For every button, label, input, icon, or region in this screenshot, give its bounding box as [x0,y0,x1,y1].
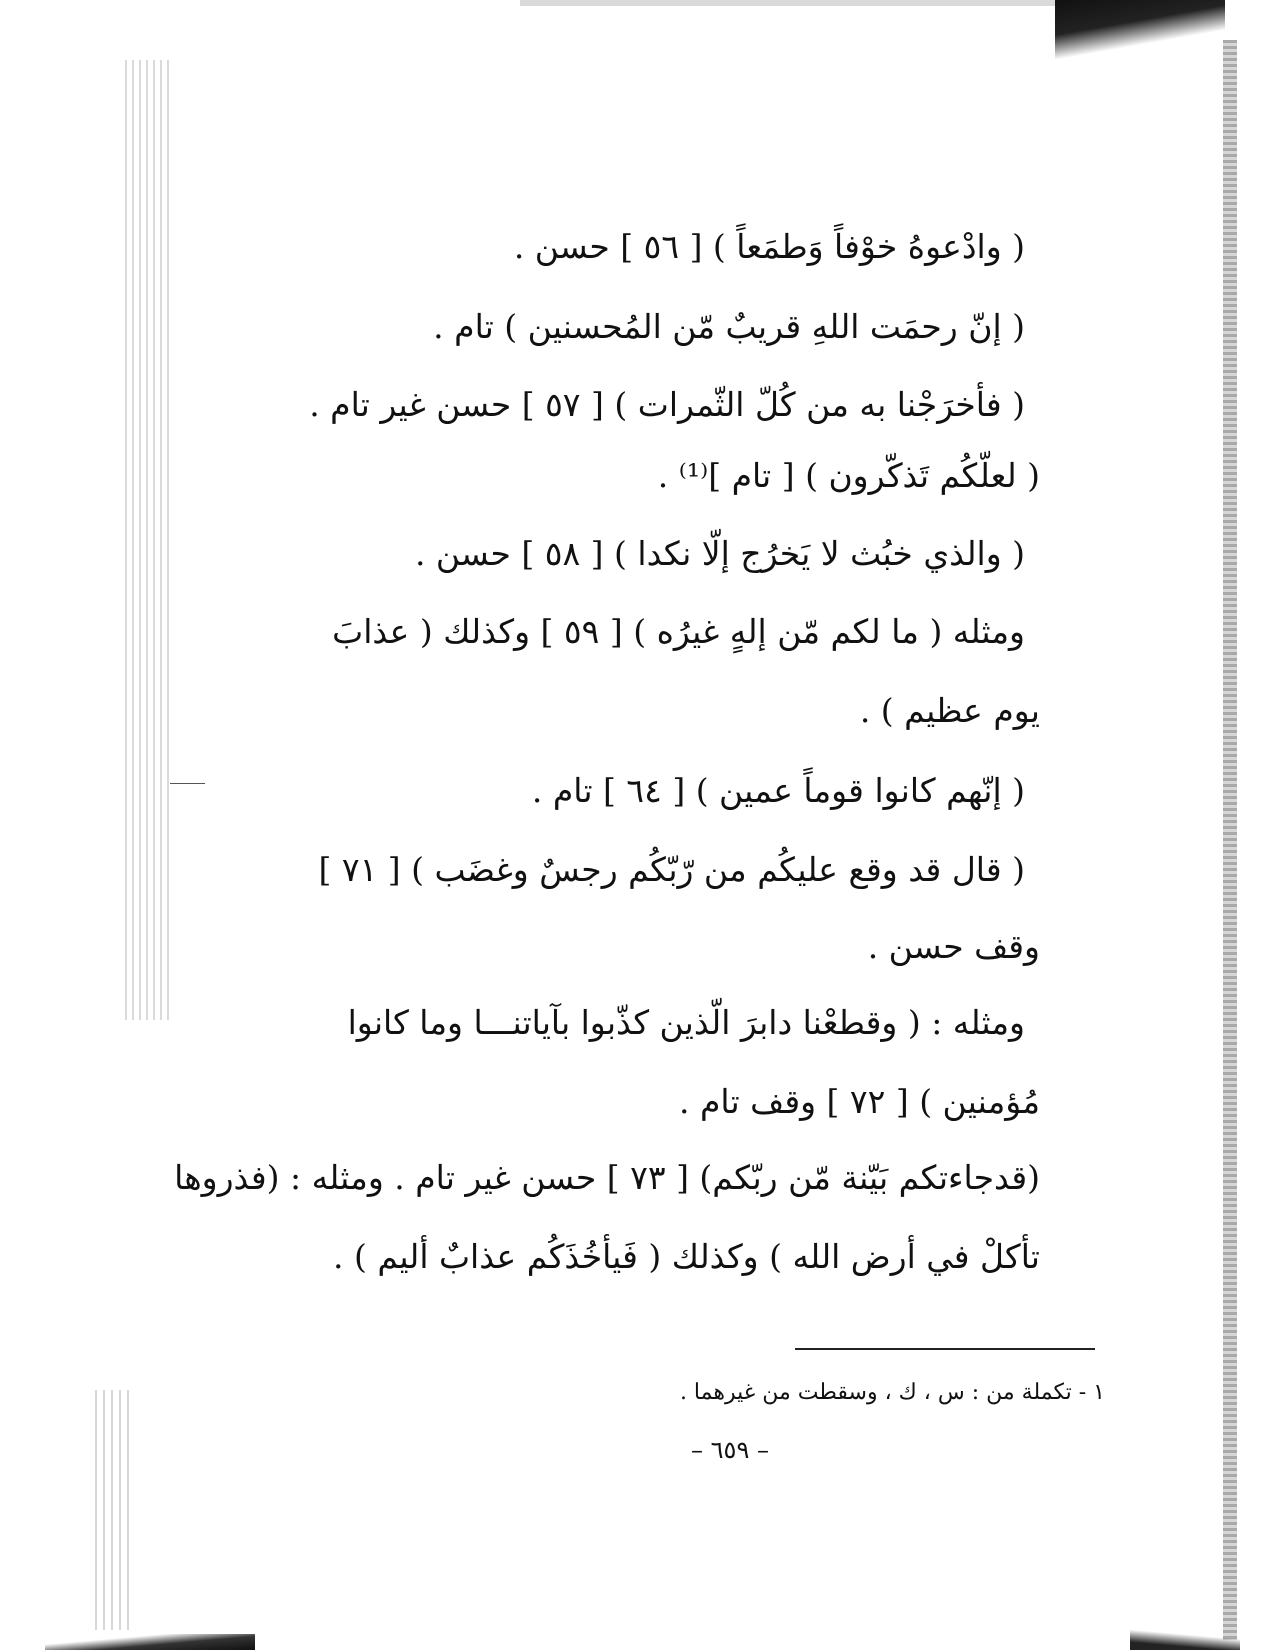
scan-mark [170,783,205,784]
text-line: مُؤمنين ) [ ٧٢ ] وقف تام . [679,1082,1040,1121]
text-line: ( وادْعوهُ خوْفاً وَطمَعاً ) [ ٥٦ ] حسن . [513,227,1025,266]
text-line: ( لعلّكُم تَذكّرون ) [ تام ]⁽¹⁾ . [657,456,1040,495]
text-line: يوم عظيم ) . [859,691,1040,730]
scan-shadow-bottom-left [45,1634,255,1650]
scan-shadow-bottom-right [1130,1628,1240,1650]
scan-bleed-left-lower [95,1390,130,1630]
scan-shadow-corner [1055,0,1225,70]
footnote: ١ - تكملة من : س ، ك ، وسقطت من غيرهما . [679,1380,1105,1405]
text-line: ( والذي خبُث لا يَخرُج إلّا نكدا ) [ ٥٨ ] حسن . [414,534,1025,573]
text-line: ومثله ( ما لكم مّن إلهٍ غيرُه ) [ ٥٩ ] وكذلك ( عذابَ [332,612,1025,651]
page-number: – ٦٥٩ – [691,1436,769,1464]
text-line: وقف حسن . [867,927,1040,966]
text-line: ( إنّهم كانوا قوماً عمين ) [ ٦٤ ] تام . [531,771,1025,810]
text-line: ( قال قد وقع عليكُم من رّبّكُم رجسٌ وغضَب ) [ ٧١ ] [318,850,1025,889]
footnote-divider [795,1348,1095,1350]
text-line: تأكلْ في أرض الله ) وكذلك ( فَيأخُذَكُم عذابٌ أليم ) . [333,1237,1040,1276]
text-line: ( إنّ رحمَت اللهِ قريبٌ مّن المُحسنين ) تام . [433,307,1025,346]
text-line: ومثله : ( وقطعْنا دابرَ الّذين كذّبوا بآياتنـــا وما كانوا [347,1003,1025,1042]
scan-bleed-left [125,60,170,1020]
text-line: ( فأخرَجْنا به من كُلّ الثّمرات ) [ ٥٧ ] حسن غير تام . [309,385,1025,424]
scan-edge-right [1223,40,1237,1640]
text-line: (قدجاءتكم بَيّنة مّن ربّكم) [ ٧٣ ] حسن غير تام . ومثله : (فذروها [174,1158,1040,1197]
